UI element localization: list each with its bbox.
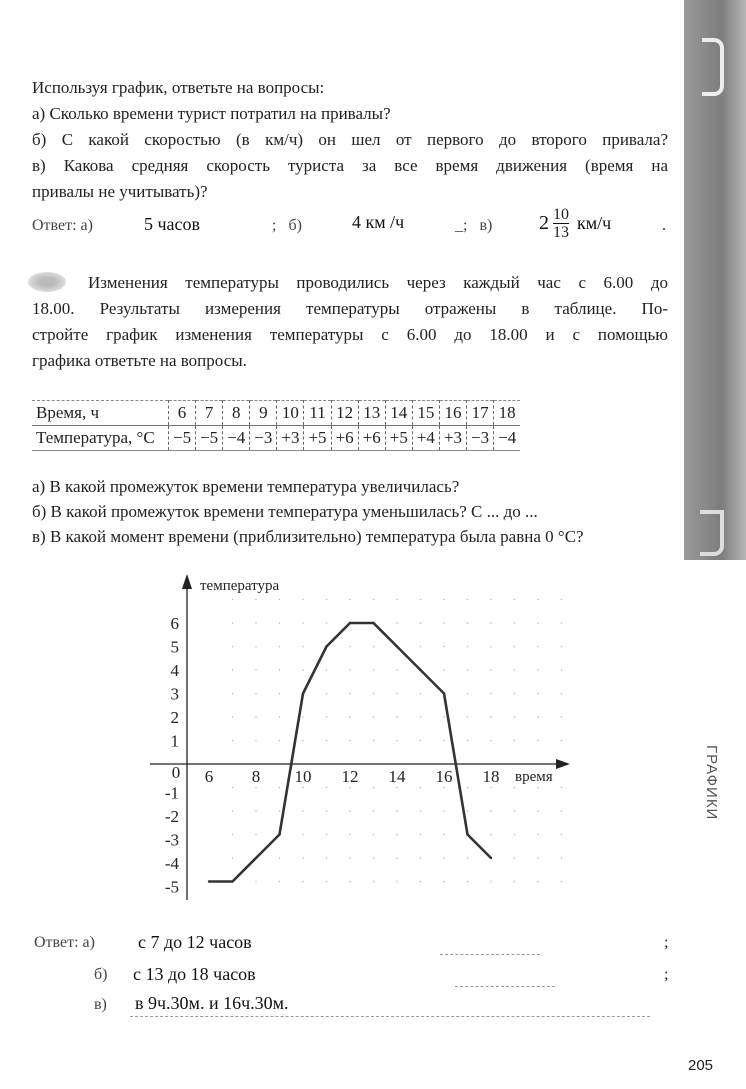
temperature-cell: −3: [250, 426, 277, 451]
semicolon: ;: [664, 966, 669, 983]
grid-dot: [420, 622, 422, 624]
grid-dot: [232, 716, 234, 718]
task1-question-c-cont: привалы не учитывать)?: [32, 182, 208, 201]
grid-dot: [561, 669, 563, 671]
grid-dot: [561, 787, 563, 789]
fraction-numerator: 10: [553, 206, 569, 223]
grid-dot: [467, 716, 469, 718]
grid-dot: [349, 857, 351, 859]
hour-cell: 16: [439, 401, 466, 426]
grid-dot: [279, 740, 281, 742]
grid-dot: [326, 740, 328, 742]
grid-dot: [443, 622, 445, 624]
grid-dot: [514, 857, 516, 859]
hour-cell: 11: [304, 401, 331, 426]
hour-cell: 15: [412, 401, 439, 426]
grid-dot: [279, 787, 281, 789]
grid-dot: [514, 787, 516, 789]
task2-text-line2: 18.00. Результаты измерения температуры отражены в таблице. По-: [32, 299, 668, 318]
grid-dot: [490, 740, 492, 742]
grid-dot: [326, 716, 328, 718]
grid-dot: [396, 716, 398, 718]
grid-dot: [302, 599, 304, 601]
data-point: [490, 857, 492, 859]
y-tick-label: 6: [170, 614, 179, 633]
grid-dot: [302, 669, 304, 671]
x-axis-arrow-icon: [556, 759, 570, 769]
data-point: [349, 622, 351, 624]
grid-dot: [490, 669, 492, 671]
task1-question-c: в) Какова средняя скорость туриста за все время движения (время на: [32, 156, 668, 175]
grid-dot: [232, 787, 234, 789]
grid-dot: [349, 740, 351, 742]
grid-dot: [467, 693, 469, 695]
grid-dot: [420, 716, 422, 718]
grid-dot: [514, 669, 516, 671]
grid-dot: [279, 693, 281, 695]
grid-dot: [443, 834, 445, 836]
grid-dot: [326, 810, 328, 812]
grid-dot: [302, 787, 304, 789]
answer-c-unit: км/ч: [577, 213, 612, 233]
y-tick-label: -5: [164, 877, 179, 897]
row-label: Температура, °C: [36, 428, 155, 447]
semicolon: ;: [664, 934, 669, 951]
grid-dot: [561, 740, 563, 742]
grid-dot: [255, 622, 257, 624]
grid-dot: [490, 599, 492, 601]
task1-intro: Используя график, ответьте на вопросы:: [32, 78, 325, 97]
grid-dot: [349, 716, 351, 718]
grid-dot: [537, 787, 539, 789]
grid-dot: [561, 834, 563, 836]
grid-dot: [561, 857, 563, 859]
grid-dot: [467, 787, 469, 789]
grid-dot: [373, 834, 375, 836]
grid-dot: [443, 787, 445, 789]
grid-dot: [373, 787, 375, 789]
y-tick-label: 4: [170, 661, 179, 680]
task2-question-a: а) В какой промежуток времени температура увеличилась?: [32, 477, 460, 496]
grid-dot: [514, 646, 516, 648]
task2-text-line1: Изменения температуры проводились через каждый час с 6.00 до: [88, 273, 668, 292]
temperature-cell: +4: [412, 426, 439, 451]
grid-dot: [537, 669, 539, 671]
grid-dot: [537, 622, 539, 624]
y-axis-label: температура: [200, 578, 280, 594]
y-tick-label: 3: [170, 684, 179, 704]
grid-dot: [490, 810, 492, 812]
grid-dot: [349, 599, 351, 601]
grid-dot: [302, 740, 304, 742]
grid-dot: [420, 810, 422, 812]
grid-dot: [232, 599, 234, 601]
y-tick-label: 5: [170, 637, 179, 657]
grid-dot: [255, 740, 257, 742]
task1-question-a: а) Сколько времени турист потратил на привалы?: [32, 104, 391, 123]
y-tick-label: 1: [170, 731, 179, 751]
grid-dot: [326, 834, 328, 836]
y-tick-label: -4: [164, 854, 179, 873]
temperature-cell: +5: [385, 426, 412, 451]
grid-dot: [302, 646, 304, 648]
grid-dot: [326, 787, 328, 789]
grid-dot: [561, 693, 563, 695]
grid-dot: [443, 881, 445, 883]
grid-dot: [349, 669, 351, 671]
grid-dot: [514, 716, 516, 718]
data-point: [396, 645, 398, 647]
answer-underline: [455, 986, 555, 987]
grid-dot: [279, 622, 281, 624]
grid-dot: [349, 834, 351, 836]
x-tick-label: 0: [171, 763, 181, 782]
grid-dot: [561, 881, 563, 883]
grid-dot: [537, 834, 539, 836]
grid-dot: [514, 810, 516, 812]
y-tick-label: -1: [164, 783, 179, 803]
grid-dot: [537, 599, 539, 601]
grid-dot: [396, 693, 398, 695]
grid-dot: [373, 716, 375, 718]
grid-dot: [373, 810, 375, 812]
temperature-cell: −4: [223, 426, 250, 451]
grid-dot: [420, 693, 422, 695]
grid-dot: [420, 857, 422, 859]
data-point: [255, 857, 257, 859]
grid-dot: [561, 716, 563, 718]
answer-label-c: в): [94, 996, 107, 1013]
grid-dot: [420, 740, 422, 742]
grid-dot: [255, 646, 257, 648]
data-point: [419, 669, 421, 671]
grid-dot: [279, 810, 281, 812]
grid-dot: [514, 599, 516, 601]
grid-dot: [279, 669, 281, 671]
hour-cell: 17: [467, 401, 494, 426]
grid-dot: [443, 716, 445, 718]
grid-dot: [326, 857, 328, 859]
grid-dot: [255, 669, 257, 671]
grid-dot: [396, 834, 398, 836]
hour-cell: 14: [385, 401, 412, 426]
grid-dot: [420, 834, 422, 836]
grid-dot: [396, 881, 398, 883]
grid-dot: [255, 716, 257, 718]
data-point: [278, 833, 280, 835]
x-tick-label: 14: [388, 767, 406, 786]
grid-dot: [302, 834, 304, 836]
separator: ; б): [272, 217, 302, 234]
grid-dot: [514, 622, 516, 624]
grid-dot: [467, 740, 469, 742]
data-point: [372, 622, 374, 624]
grid-dot: [232, 857, 234, 859]
grid-dot: [420, 599, 422, 601]
grid-dot: [279, 599, 281, 601]
chapter-title: ГРАФИКИ: [703, 745, 720, 821]
temperature-cell: +6: [331, 426, 358, 451]
task2-text-line4: графика ответьте на вопросы.: [32, 351, 247, 370]
temperature-cell: −5: [169, 426, 196, 451]
grid-dot: [255, 599, 257, 601]
hour-cell: 10: [277, 401, 304, 426]
answer-b: с 13 до 18 часов: [133, 964, 256, 984]
data-point: [302, 692, 304, 694]
answer-underline: [130, 1016, 650, 1017]
grid-dot: [537, 646, 539, 648]
data-point: [443, 692, 445, 694]
page-number: 205: [688, 1057, 714, 1074]
hour-cell: 12: [331, 401, 358, 426]
grid-dot: [232, 693, 234, 695]
grid-dot: [467, 646, 469, 648]
answer-b: 4 км /ч: [352, 212, 405, 232]
grid-dot: [255, 693, 257, 695]
x-tick-label: 12: [341, 767, 359, 786]
grid-dot: [537, 740, 539, 742]
hour-cell: 13: [358, 401, 385, 426]
grid-dot: [396, 599, 398, 601]
grid-dot: [373, 669, 375, 671]
temperature-line: [209, 623, 491, 882]
grid-dot: [561, 622, 563, 624]
end-period: .: [662, 217, 666, 234]
grid-dot: [349, 787, 351, 789]
answer-a: 5 часов: [144, 214, 201, 234]
grid-dot: [232, 740, 234, 742]
answer-underline: [440, 954, 540, 955]
grid-dot: [349, 881, 351, 883]
grid-dot: [396, 787, 398, 789]
grid-dot: [443, 669, 445, 671]
x-tick-label: 16: [435, 767, 453, 786]
temperature-cell: +5: [304, 426, 331, 451]
grid-dot: [349, 693, 351, 695]
grid-dot: [467, 669, 469, 671]
grid-dot: [373, 881, 375, 883]
grid-dot: [467, 810, 469, 812]
grid-dot: [396, 669, 398, 671]
grid-dot: [373, 693, 375, 695]
grid-dot: [537, 881, 539, 883]
grid-dot: [443, 646, 445, 648]
x-tick-label: 10: [294, 767, 312, 786]
grid-dot: [255, 834, 257, 836]
grid-dot: [443, 857, 445, 859]
task2-question-c: в) В какой момент времени (приблизительно) температура была равна 0 °C?: [32, 527, 584, 546]
grid-dot: [514, 881, 516, 883]
y-axis-arrow-icon: [182, 574, 192, 589]
grid-dot: [514, 693, 516, 695]
hour-cell: 7: [196, 401, 223, 426]
grid-dot: [420, 787, 422, 789]
grid-dot: [326, 693, 328, 695]
grid-dot: [326, 669, 328, 671]
separator: _; в): [455, 217, 493, 234]
grid-dot: [302, 857, 304, 859]
grid-dot: [561, 599, 563, 601]
grid-dot: [537, 857, 539, 859]
answer-c: в 9ч.30м. и 16ч.30м.: [135, 993, 289, 1013]
grid-dot: [467, 881, 469, 883]
y-tick-label: 2: [170, 708, 179, 727]
x-tick-label: 6: [204, 767, 214, 786]
task2-text-line3: стройте график изменения температуры с 6.00 до 18.00 и с помощью: [32, 325, 668, 344]
y-tick-label: -3: [164, 830, 179, 850]
grid-dot: [302, 810, 304, 812]
grid-dot: [514, 834, 516, 836]
grid-dot: [490, 716, 492, 718]
grid-dot: [396, 810, 398, 812]
data-point: [325, 645, 327, 647]
x-tick-label: 18: [482, 767, 500, 786]
grid-dot: [561, 646, 563, 648]
grid-dot: [490, 622, 492, 624]
grid-dot: [396, 740, 398, 742]
temperature-cell: +3: [277, 426, 304, 451]
grid-dot: [373, 740, 375, 742]
grid-dot: [279, 646, 281, 648]
grid-dot: [326, 881, 328, 883]
grid-dot: [302, 881, 304, 883]
hour-cell: 18: [494, 401, 521, 426]
answer-a: с 7 до 12 часов: [138, 932, 252, 952]
grid-dot: [232, 669, 234, 671]
grid-dot: [467, 599, 469, 601]
grid-dot: [467, 857, 469, 859]
grid-dot: [373, 857, 375, 859]
grid-dot: [232, 810, 234, 812]
grid-dot: [490, 881, 492, 883]
data-point: [466, 833, 468, 835]
grid-dot: [326, 622, 328, 624]
hour-cell: 8: [223, 401, 250, 426]
grid-dot: [396, 622, 398, 624]
grid-dot: [279, 881, 281, 883]
temperature-cell: −5: [196, 426, 223, 451]
x-tick-label: 8: [251, 767, 261, 786]
grid-dot: [443, 740, 445, 742]
grid-dot: [561, 810, 563, 812]
task2-question-b: б) В какой промежуток времени температура уменьшилась? С ... до ...: [32, 502, 538, 521]
grid-dot: [232, 622, 234, 624]
grid-dot: [490, 787, 492, 789]
answer-c-whole: 2: [539, 212, 549, 234]
hour-cell: 6: [169, 401, 196, 426]
temperature-cell: −3: [467, 426, 494, 451]
temperature-cell: +3: [439, 426, 466, 451]
grid-dot: [537, 716, 539, 718]
grid-dot: [514, 740, 516, 742]
grid-dot: [232, 834, 234, 836]
x-axis-label: время: [515, 769, 553, 785]
grid-dot: [490, 834, 492, 836]
hour-cell: 9: [250, 401, 277, 426]
grid-dot: [537, 810, 539, 812]
grid-dot: [490, 693, 492, 695]
grid-dot: [349, 646, 351, 648]
grid-dot: [420, 646, 422, 648]
answer-label: Ответ: а): [34, 934, 95, 951]
row-label: Время, ч: [32, 401, 169, 426]
grid-dot: [255, 787, 257, 789]
task1-question-b: б) С какой скоростью (в км/ч) он шел от первого до второго привала?: [32, 130, 668, 149]
fraction-denominator: 13: [553, 224, 569, 241]
grid-dot: [255, 881, 257, 883]
grid-dot: [467, 622, 469, 624]
grid-dot: [490, 646, 492, 648]
answer-label: Ответ: а): [32, 217, 93, 234]
grid-dot: [279, 716, 281, 718]
grid-dot: [420, 881, 422, 883]
answer-label-b: б): [94, 966, 108, 983]
grid-dot: [279, 857, 281, 859]
grid-dot: [232, 646, 234, 648]
y-tick-label: -2: [164, 807, 179, 826]
grid-dot: [373, 646, 375, 648]
grid-dot: [373, 599, 375, 601]
grid-dot: [326, 599, 328, 601]
grid-dot: [443, 599, 445, 601]
data-point: [231, 880, 233, 882]
grid-dot: [537, 693, 539, 695]
grid-dot: [255, 810, 257, 812]
grid-dot: [302, 716, 304, 718]
grid-dot: [349, 810, 351, 812]
data-point: [208, 880, 210, 882]
grid-dot: [302, 622, 304, 624]
temperature-cell: +6: [358, 426, 385, 451]
grid-dot: [396, 857, 398, 859]
temperature-cell: −4: [494, 426, 521, 451]
grid-dot: [443, 810, 445, 812]
